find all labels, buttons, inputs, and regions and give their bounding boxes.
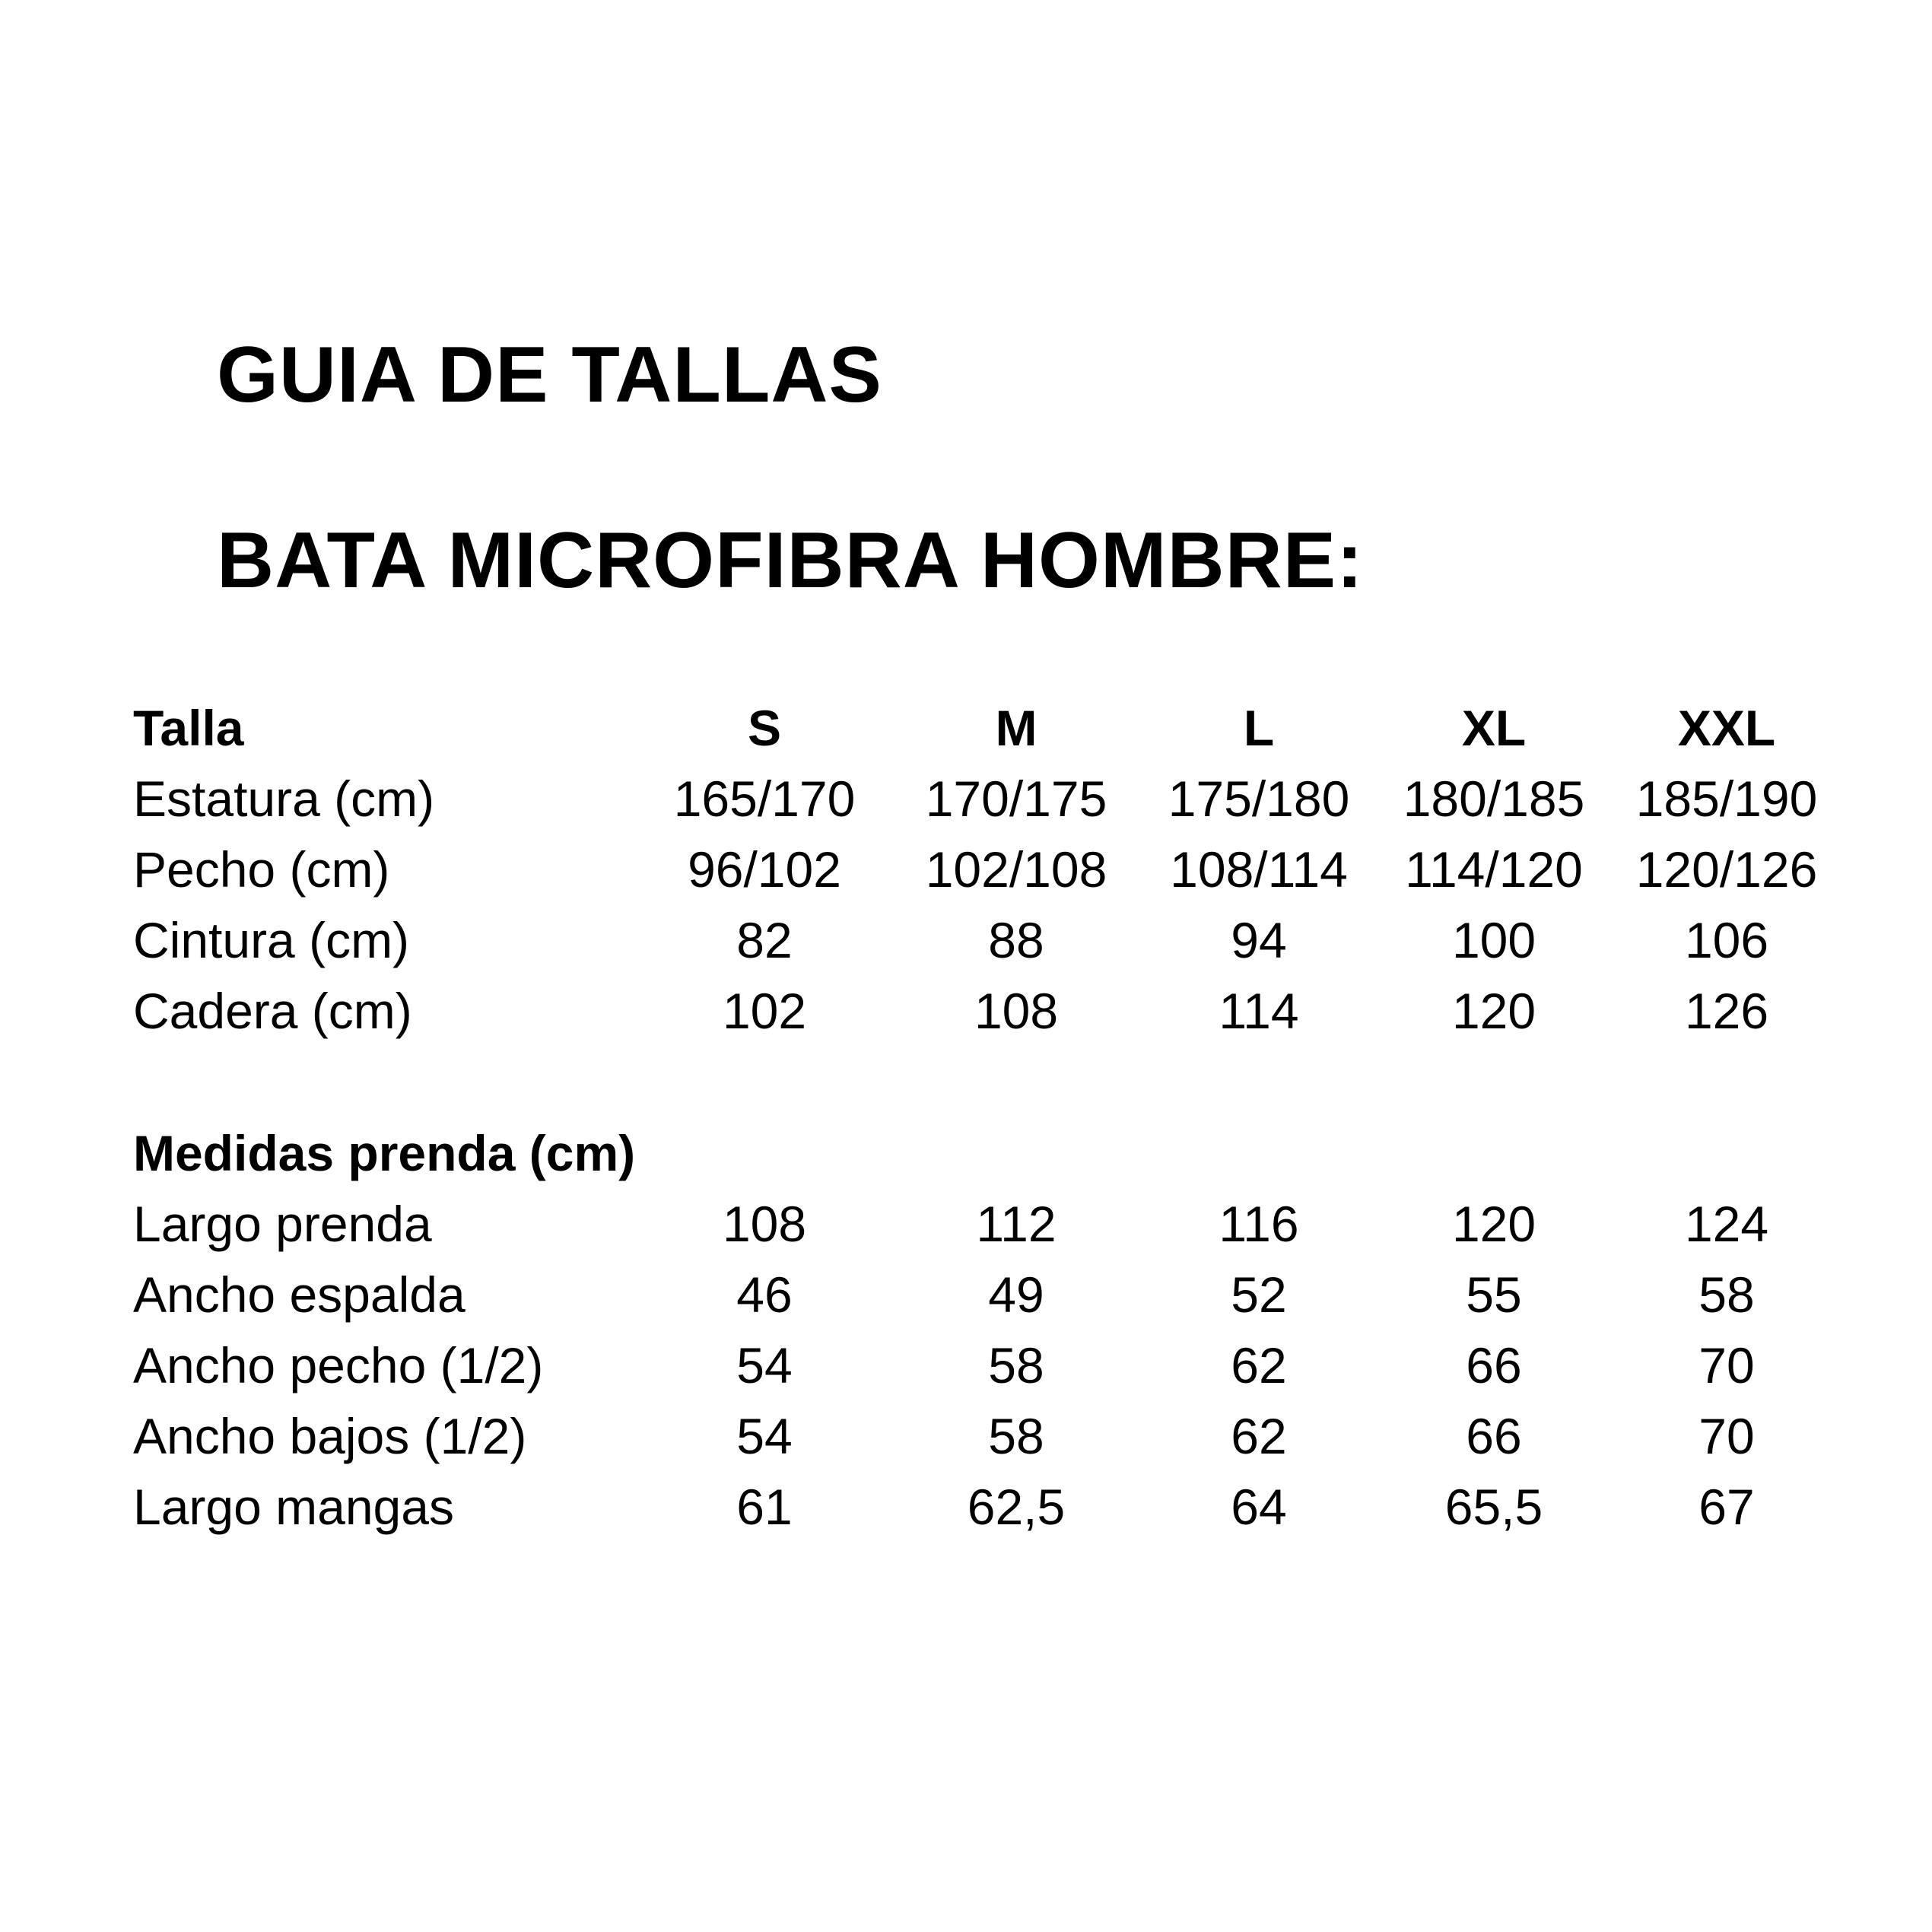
value-cell: 120	[1451, 983, 1536, 1039]
column-header-size-s: S	[747, 700, 782, 756]
row-label: Largo prenda	[133, 1196, 432, 1252]
value-cell: 62	[1231, 1408, 1287, 1464]
value-cell: 54	[736, 1337, 793, 1393]
table-header-row	[133, 693, 1843, 764]
value-cell: 61	[736, 1479, 793, 1535]
value-cell: 58	[988, 1337, 1044, 1393]
table-row-ancho-bajos	[133, 1401, 1843, 1472]
garment-section-header-row	[133, 1118, 1843, 1189]
value-cell: 102/108	[925, 841, 1107, 898]
value-cell: 66	[1466, 1337, 1522, 1393]
table-row-cadera	[133, 976, 1843, 1047]
column-header-size-xxl: XXL	[1677, 700, 1776, 756]
value-cell: 64	[1231, 1479, 1287, 1535]
row-label: Estatura (cm)	[133, 771, 435, 827]
value-cell: 185/190	[1635, 771, 1818, 827]
column-header-size-l: L	[1243, 700, 1275, 756]
value-cell: 116	[1219, 1196, 1299, 1252]
value-cell: 175/180	[1168, 771, 1350, 827]
value-cell: 49	[988, 1266, 1044, 1323]
size-guide-table	[133, 693, 1843, 1543]
value-cell: 62	[1231, 1337, 1287, 1393]
row-label: Cadera (cm)	[133, 983, 412, 1039]
value-cell: 46	[736, 1266, 793, 1323]
value-cell: 106	[1684, 912, 1769, 968]
value-cell: 124	[1684, 1196, 1769, 1252]
row-label: Largo mangas	[133, 1479, 454, 1535]
column-header-talla: Talla	[133, 700, 244, 756]
value-cell: 62,5	[967, 1479, 1066, 1535]
value-cell: 126	[1684, 983, 1769, 1039]
table-row-ancho-espalda	[133, 1260, 1843, 1330]
value-cell: 170/175	[925, 771, 1107, 827]
table-row-largo-prenda	[133, 1189, 1843, 1260]
value-cell: 112	[976, 1196, 1057, 1252]
value-cell: 165/170	[673, 771, 856, 827]
value-cell: 108/114	[1170, 841, 1348, 898]
table-row-ancho-pecho	[133, 1330, 1843, 1401]
value-cell: 114	[1219, 983, 1299, 1039]
column-header-size-xl: XL	[1461, 700, 1527, 756]
table-row-cintura	[133, 905, 1843, 976]
value-cell: 108	[722, 1196, 807, 1252]
table-row-pecho	[133, 834, 1843, 905]
row-label: Pecho (cm)	[133, 841, 390, 898]
value-cell: 70	[1698, 1337, 1755, 1393]
value-cell: 102	[722, 983, 807, 1039]
value-cell: 108	[974, 983, 1059, 1039]
table-row-estatura	[133, 764, 1843, 834]
row-label: Ancho bajos (1/2)	[133, 1408, 527, 1464]
page-title: GUIA DE TALLAS	[217, 331, 882, 419]
product-title: BATA MICROFIBRA HOMBRE:	[217, 516, 1364, 605]
value-cell: 58	[1698, 1266, 1755, 1323]
value-cell: 96/102	[688, 841, 841, 898]
value-cell: 66	[1466, 1408, 1522, 1464]
value-cell: 54	[736, 1408, 793, 1464]
value-cell: 88	[988, 912, 1044, 968]
value-cell: 82	[736, 912, 793, 968]
value-cell: 114/120	[1405, 841, 1583, 898]
value-cell: 70	[1698, 1408, 1755, 1464]
value-cell: 67	[1698, 1479, 1755, 1535]
row-label: Cintura (cm)	[133, 912, 410, 968]
value-cell: 65,5	[1444, 1479, 1543, 1535]
column-header-size-m: M	[995, 700, 1037, 756]
value-cell: 94	[1231, 912, 1287, 968]
value-cell: 180/185	[1403, 771, 1585, 827]
table-row-largo-mangas	[133, 1472, 1843, 1543]
value-cell: 58	[988, 1408, 1044, 1464]
value-cell: 52	[1231, 1266, 1287, 1323]
value-cell: 55	[1466, 1266, 1522, 1323]
row-label: Ancho pecho (1/2)	[133, 1337, 544, 1393]
row-label: Ancho espalda	[133, 1266, 466, 1323]
value-cell: 120/126	[1635, 841, 1818, 898]
value-cell: 120	[1451, 1196, 1536, 1252]
value-cell: 100	[1451, 912, 1536, 968]
section-spacer	[133, 1047, 1843, 1118]
garment-section-title: Medidas prenda (cm)	[133, 1125, 636, 1181]
